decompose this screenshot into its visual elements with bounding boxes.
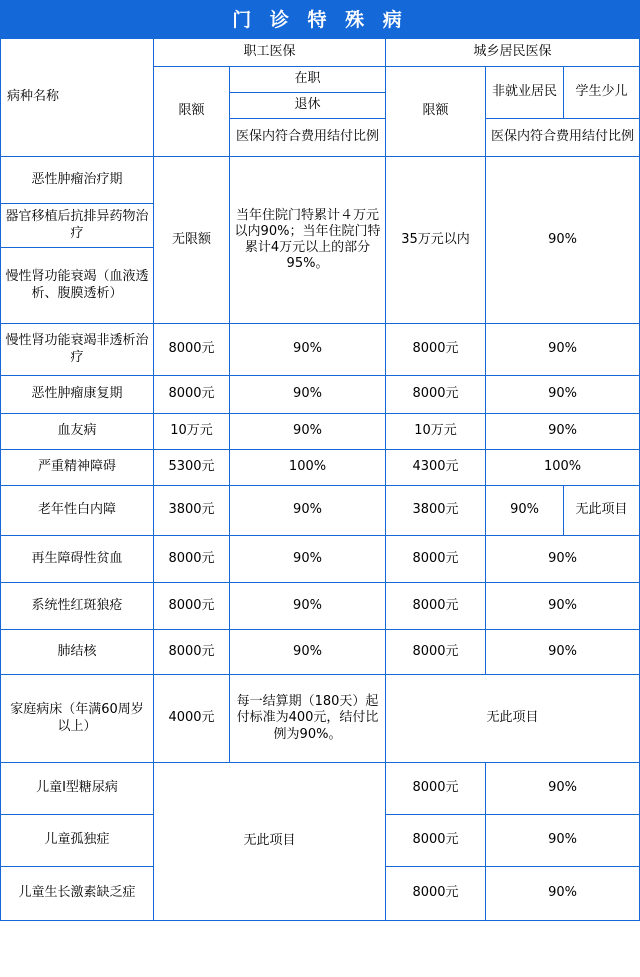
row-name: 器官移植后抗排异药物治疗 (1, 204, 154, 248)
cell-ratio-resident: 90% (486, 815, 640, 867)
table-row (1, 536, 640, 583)
header-name-col: 病种名称 (1, 39, 154, 157)
row-name: 慢性肾功能衰竭非透析治疗 (1, 324, 154, 376)
cell-ratio-employee: 90% (230, 486, 386, 536)
cell-ratio-resident-student: 无此项目 (564, 486, 640, 536)
header-limit-resident: 限额 (386, 67, 486, 157)
row-name: 老年性白内障 (1, 486, 154, 536)
row-name: 系统性红斑狼疮 (1, 583, 154, 630)
cell-resident-none: 无此项目 (386, 675, 640, 763)
cell-limit-employee: 3800元 (154, 486, 230, 536)
row-name: 儿童孤独症 (1, 815, 154, 867)
table-row (1, 157, 640, 204)
cell-ratio-employee: 90% (230, 630, 386, 675)
cell-ratio-employee: 90% (230, 414, 386, 450)
cell-employee-none: 无此项目 (154, 763, 386, 921)
cell-ratio-resident: 90% (486, 157, 640, 324)
header-group-resident: 城乡居民医保 (386, 39, 640, 67)
cell-ratio-resident: 90% (486, 324, 640, 376)
cell-limit-resident: 8000元 (386, 630, 486, 675)
header-ratio-note-resident: 医保内符合费用结付比例 (486, 119, 640, 157)
row-name: 儿童Ⅰ型糖尿病 (1, 763, 154, 815)
row-name: 肺结核 (1, 630, 154, 675)
header-limit-employee: 限额 (154, 67, 230, 157)
cell-ratio-employee: 100% (230, 450, 386, 486)
table-row (1, 450, 640, 486)
cell-limit-employee: 5300元 (154, 450, 230, 486)
header-group-employee: 职工医保 (154, 39, 386, 67)
cell-limit-resident: 4300元 (386, 450, 486, 486)
cell-ratio-employee: 90% (230, 376, 386, 414)
cell-limit-employee: 10万元 (154, 414, 230, 450)
cell-limit-resident: 8000元 (386, 324, 486, 376)
cell-ratio-resident: 90% (486, 583, 640, 630)
cell-ratio-resident-non-employed: 90% (486, 486, 564, 536)
cell-ratio-resident: 100% (486, 450, 640, 486)
header-student-child: 学生少儿 (564, 67, 640, 119)
row-name: 慢性肾功能衰竭（血液透析、腹膜透析） (1, 248, 154, 324)
row-name: 儿童生长激素缺乏症 (1, 867, 154, 921)
cell-ratio-resident: 90% (486, 414, 640, 450)
header-on-job: 在职 (230, 67, 386, 93)
cell-limit-employee: 4000元 (154, 675, 230, 763)
cell-ratio-resident: 90% (486, 867, 640, 921)
table-row (1, 763, 640, 815)
cell-limit-resident: 35万元以内 (386, 157, 486, 324)
cell-limit-resident: 8000元 (386, 583, 486, 630)
table-row (1, 376, 640, 414)
row-name: 恶性肿瘤治疗期 (1, 157, 154, 204)
page-title: 门 诊 特 殊 病 (0, 0, 640, 38)
table-row (1, 486, 640, 536)
table-row (1, 630, 640, 675)
row-name: 家庭病床（年满60周岁以上） (1, 675, 154, 763)
cell-ratio-employee: 90% (230, 583, 386, 630)
cell-ratio-resident: 90% (486, 763, 640, 815)
table-row (1, 324, 640, 376)
cell-ratio-resident: 90% (486, 376, 640, 414)
row-name: 严重精神障碍 (1, 450, 154, 486)
cell-limit-employee: 8000元 (154, 536, 230, 583)
cell-limit-resident: 8000元 (386, 815, 486, 867)
cell-limit-resident: 8000元 (386, 376, 486, 414)
cell-limit-employee: 8000元 (154, 376, 230, 414)
cell-limit-resident: 8000元 (386, 536, 486, 583)
row-name: 恶性肿瘤康复期 (1, 376, 154, 414)
cell-ratio-employee: 90% (230, 536, 386, 583)
table-row (1, 414, 640, 450)
cell-ratio-resident: 90% (486, 536, 640, 583)
cell-limit-employee: 8000元 (154, 630, 230, 675)
cell-ratio-employee: 当年住院门特累计４万元以内90%；当年住院门特累计4万元以上的部分95%。 (230, 157, 386, 324)
row-name: 再生障碍性贫血 (1, 536, 154, 583)
benefits-table (0, 38, 640, 921)
table-row (1, 675, 640, 763)
cell-ratio-employee: 每一结算期（180天）起付标准为400元，结付比例为90%。 (230, 675, 386, 763)
header-retired: 退休 (230, 93, 386, 119)
cell-limit-resident: 10万元 (386, 414, 486, 450)
table-header-row-1 (1, 39, 640, 67)
header-non-employed-resident: 非就业居民 (486, 67, 564, 119)
cell-limit-employee: 8000元 (154, 583, 230, 630)
header-ratio-note-employee: 医保内符合费用结付比例 (230, 119, 386, 157)
cell-ratio-resident: 90% (486, 630, 640, 675)
cell-limit-resident: 3800元 (386, 486, 486, 536)
table-row (1, 583, 640, 630)
cell-limit-resident: 8000元 (386, 867, 486, 921)
cell-limit-employee: 8000元 (154, 324, 230, 376)
cell-limit-employee: 无限额 (154, 157, 230, 324)
cell-limit-resident: 8000元 (386, 763, 486, 815)
row-name: 血友病 (1, 414, 154, 450)
cell-ratio-employee: 90% (230, 324, 386, 376)
